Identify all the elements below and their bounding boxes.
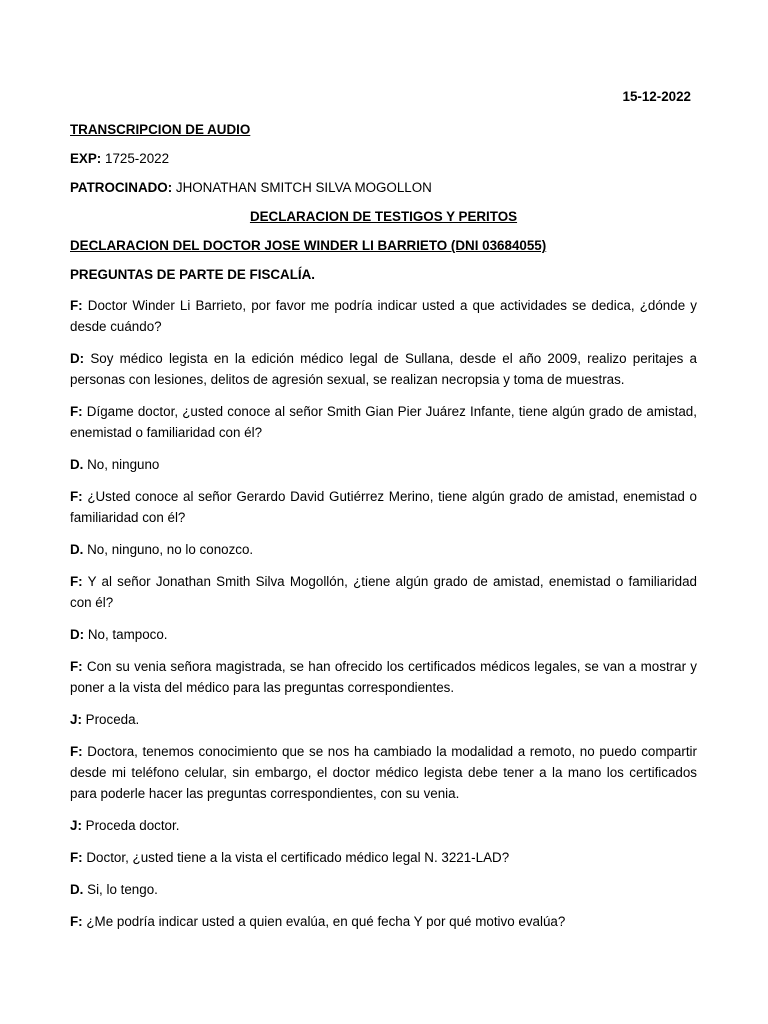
dialogue-text: Proceda.	[85, 712, 140, 727]
dialogue-text: Doctor Winder Li Barrieto, por favor me podría indicar usted a que actividades se dedica, ¿dónde y desde cuándo?	[70, 298, 697, 334]
dialogue-paragraph	[70, 295, 697, 337]
dialogue-paragraph	[70, 879, 697, 900]
dialogue-list	[70, 295, 697, 932]
dialogue-text: Y al señor Jonathan Smith Silva Mogollón, ¿tiene algún grado de amistad, enemistad o familiaridad con él?	[70, 574, 697, 610]
speaker-label: J:	[70, 712, 82, 727]
declaration-heading: DECLARACION DEL DOCTOR JOSE WINDER LI BARRIETO (DNI 03684055)	[70, 238, 547, 253]
patrocinado-label: PATROCINADO:	[70, 180, 173, 195]
document-body	[70, 88, 697, 943]
speaker-label: F:	[70, 914, 83, 929]
dialogue-text: Soy médico legista en la edición médico legal de Sullana, desde el año 2009, realizo peritajes a personas con lesiones, delitos de agresión sexual, se realizan necropsia y toma de muestras.	[70, 351, 697, 387]
exp-label: EXP:	[70, 151, 102, 166]
dialogue-text: ¿Me podría indicar usted a quien evalúa, en qué fecha Y por qué motivo evalúa?	[86, 914, 566, 929]
patrocinado-line	[70, 179, 697, 197]
speaker-label: F:	[70, 659, 83, 674]
dialogue-paragraph	[70, 847, 697, 868]
dialogue-paragraph	[70, 741, 697, 804]
speaker-label: J:	[70, 818, 82, 833]
dialogue-text: Proceda doctor.	[85, 818, 180, 833]
speaker-label: F:	[70, 404, 83, 419]
dialogue-paragraph	[70, 486, 697, 528]
dialogue-paragraph	[70, 539, 697, 560]
dialogue-paragraph	[70, 401, 697, 443]
document-title: TRANSCRIPCION DE AUDIO	[70, 122, 251, 137]
speaker-label: F:	[70, 298, 83, 313]
dialogue-text: Doctor, ¿usted tiene a la vista el certificado médico legal N. 3221-LAD?	[86, 850, 510, 865]
dialogue-text: No, tampoco.	[87, 627, 168, 642]
speaker-label: F:	[70, 574, 83, 589]
speaker-label: F:	[70, 850, 83, 865]
dialogue-paragraph	[70, 815, 697, 836]
dialogue-paragraph	[70, 571, 697, 613]
dialogue-paragraph	[70, 454, 697, 475]
dialogue-text: Doctora, tenemos conocimiento que se nos ha cambiado la modalidad a remoto, no puedo compartir desde mi teléfono celular, sin embargo, el doctor médico legista debe tener a la mano los certificados para poderle hacer las preguntas correspondientes, con su venia.	[70, 744, 697, 801]
speaker-label: D.	[70, 457, 84, 472]
dialogue-text: Si, lo tengo.	[87, 882, 158, 897]
dialogue-paragraph	[70, 911, 697, 932]
speaker-label: D:	[70, 351, 85, 366]
speaker-label: F:	[70, 489, 83, 504]
dialogue-paragraph	[70, 624, 697, 645]
exp-line	[70, 150, 697, 168]
dialogue-text: No, ninguno	[87, 457, 160, 472]
dialogue-paragraph	[70, 656, 697, 698]
speaker-label: D.	[70, 882, 84, 897]
dialogue-text: Con su venia señora magistrada, se han ofrecido los certificados médicos legales, se van a mostrar y poner a la vista del médico para las preguntas correspondientes.	[70, 659, 697, 695]
speaker-label: D:	[70, 627, 85, 642]
questions-heading: PREGUNTAS DE PARTE DE FISCALÍA.	[70, 267, 316, 282]
dialogue-paragraph	[70, 709, 697, 730]
dialogue-text: Dígame doctor, ¿usted conoce al señor Smith Gian Pier Juárez Infante, tiene algún grado de amistad, enemistad o familiaridad con él?	[70, 404, 697, 440]
dialogue-paragraph	[70, 348, 697, 390]
dialogue-text: No, ninguno, no lo conozco.	[87, 542, 254, 557]
speaker-label: F:	[70, 744, 83, 759]
speaker-label: D.	[70, 542, 84, 557]
exp-value: 1725-2022	[105, 151, 170, 166]
dialogue-text: ¿Usted conoce al señor Gerardo David Gutiérrez Merino, tiene algún grado de amistad, enemistad o familiaridad con él?	[70, 489, 697, 525]
patrocinado-value: JHONATHAN SMITCH SILVA MOGOLLON	[175, 180, 432, 195]
section-heading: DECLARACION DE TESTIGOS Y PERITOS	[249, 209, 518, 224]
document-date: 15-12-2022	[622, 89, 691, 104]
